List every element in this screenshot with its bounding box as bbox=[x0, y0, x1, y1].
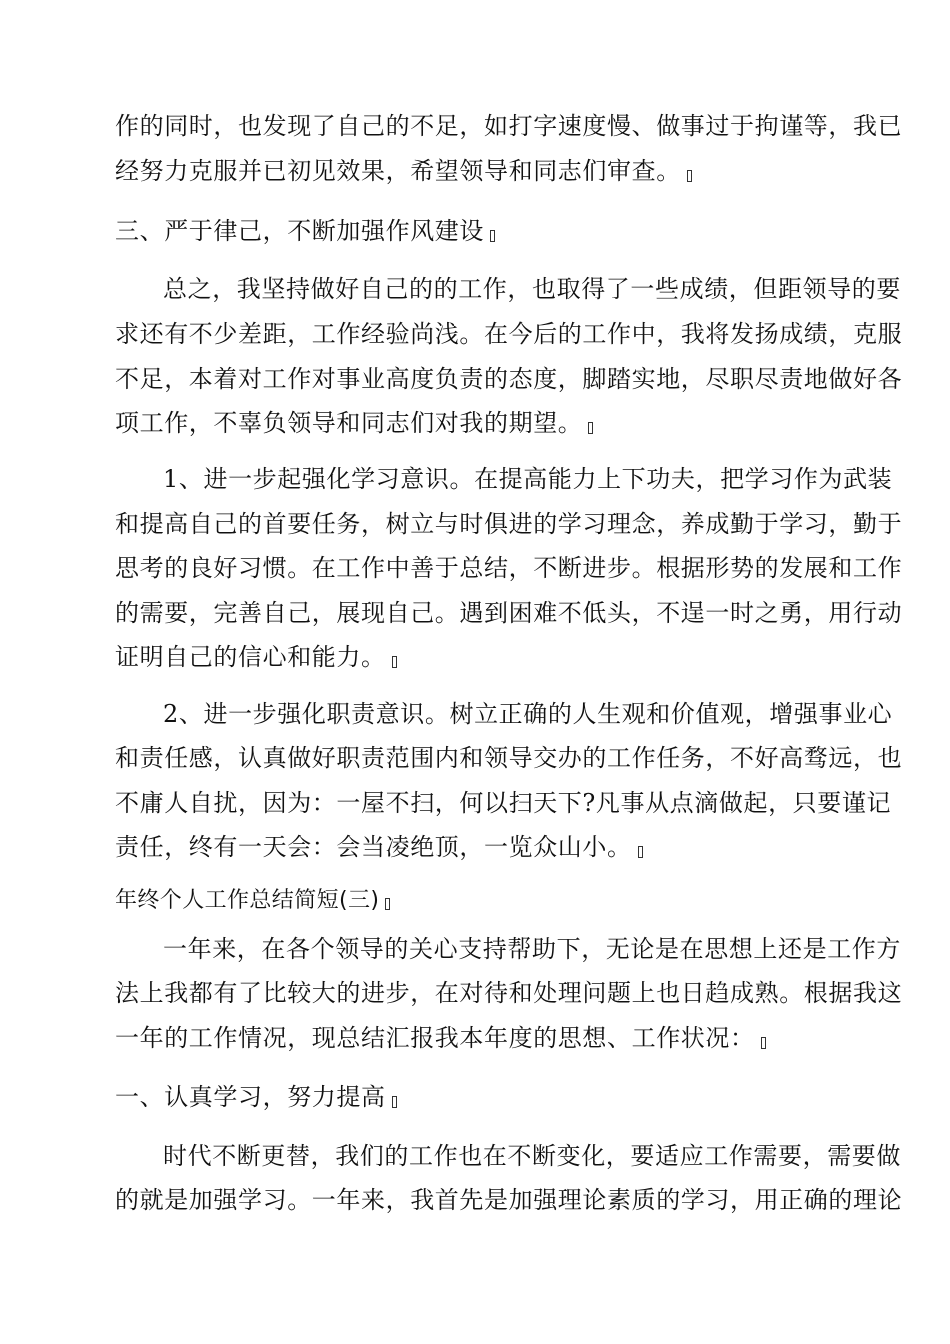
line-text: 的需要，完善自己，展现自己。遇到困难不低头，不逞一时之勇，用行动 bbox=[115, 599, 903, 627]
paragraph-line bbox=[0, 406, 950, 440]
paragraph-line bbox=[0, 1183, 950, 1217]
line-text: 项工作，不辜负领导和同志们对我的期望。 bbox=[115, 409, 583, 437]
paragraph-line bbox=[0, 640, 950, 674]
line-text: 一年的工作情况，现总结汇报我本年度的思想、工作状况： bbox=[115, 1024, 755, 1052]
line-text: 作的同时，也发现了自己的不足，如打字速度慢、做事过于拘谨等，我已 bbox=[115, 112, 903, 140]
line-text: 思考的良好习惯。在工作中善于总结，不断进步。根据形势的发展和工作 bbox=[115, 554, 903, 582]
paragraph-line bbox=[0, 1021, 950, 1055]
line-text: 的就是加强学习。一年来，我首先是加强理论素质的学习，用正确的理论 bbox=[115, 1186, 903, 1214]
line-text: 时代不断更替，我们的工作也在不断变化，要适应工作需要，需要做 bbox=[163, 1142, 901, 1170]
section-title bbox=[0, 884, 950, 918]
paragraph-line bbox=[0, 830, 950, 864]
paragraph-line bbox=[0, 1139, 950, 1173]
line-text: 法上我都有了比较大的进步，在对待和处理问题上也日趋成熟。根据我这 bbox=[115, 979, 903, 1007]
paragraph-mark-icon bbox=[638, 846, 643, 858]
paragraph-mark-icon bbox=[490, 230, 495, 242]
paragraph-line bbox=[0, 932, 950, 966]
line-text: 不庸人自扰，因为：一屋不扫，何以扫天下?凡事从点滴做起，只要谨记 bbox=[115, 789, 892, 817]
paragraph-mark-icon bbox=[687, 170, 692, 182]
line-text: 和提高自己的首要任务，树立与时俱进的学习理念，养成勤于学习，勤于 bbox=[115, 510, 903, 538]
paragraph-line bbox=[0, 551, 950, 585]
paragraph-line bbox=[0, 786, 950, 820]
paragraph-line bbox=[0, 362, 950, 396]
line-text: 和责任感，认真做好职责范围内和领导交办的工作任务，不好高骛远，也 bbox=[115, 744, 903, 772]
paragraph-line bbox=[0, 976, 950, 1010]
paragraph-line bbox=[0, 507, 950, 541]
section-heading bbox=[0, 214, 950, 248]
line-text: 一、认真学习，努力提高 bbox=[115, 1083, 386, 1111]
line-text: 1、进一步起强化学习意识。在提高能力上下功夫，把学习作为武装 bbox=[163, 465, 893, 493]
line-text: 证明自己的信心和能力。 bbox=[115, 643, 386, 671]
line-text: 责任，终有一天会：会当凌绝顶，一览众山小。 bbox=[115, 833, 632, 861]
paragraph-line bbox=[0, 741, 950, 775]
section-heading bbox=[0, 1080, 950, 1114]
line-text: 经努力克服并已初见效果，希望领导和同志们审查。 bbox=[115, 157, 681, 185]
paragraph-line bbox=[0, 109, 950, 143]
paragraph-mark-icon bbox=[385, 898, 390, 910]
paragraph-mark-icon bbox=[588, 422, 593, 434]
line-text: 年终个人工作总结简短(三) bbox=[115, 888, 380, 913]
paragraph-line bbox=[0, 697, 950, 731]
paragraph-mark-icon bbox=[392, 656, 397, 668]
paragraph-line bbox=[0, 272, 950, 306]
paragraph-line bbox=[0, 462, 950, 496]
paragraph-mark-icon bbox=[761, 1037, 766, 1049]
paragraph-mark-icon bbox=[392, 1096, 397, 1108]
line-text: 求还有不少差距，工作经验尚浅。在今后的工作中，我将发扬成绩，克服 bbox=[115, 320, 903, 348]
line-text: 2、进一步强化职责意识。树立正确的人生观和价值观，增强事业心 bbox=[163, 700, 893, 728]
line-text: 不足，本着对工作对事业高度负责的态度，脚踏实地，尽职尽责地做好各 bbox=[115, 365, 903, 393]
paragraph-line bbox=[0, 154, 950, 188]
paragraph-line bbox=[0, 317, 950, 351]
line-text: 三、严于律己，不断加强作风建设 bbox=[115, 217, 484, 245]
line-text: 一年来，在各个领导的关心支持帮助下，无论是在思想上还是工作方 bbox=[163, 935, 901, 963]
paragraph-line bbox=[0, 596, 950, 630]
line-text: 总之，我坚持做好自己的的工作，也取得了一些成绩，但距领导的要 bbox=[163, 275, 901, 303]
